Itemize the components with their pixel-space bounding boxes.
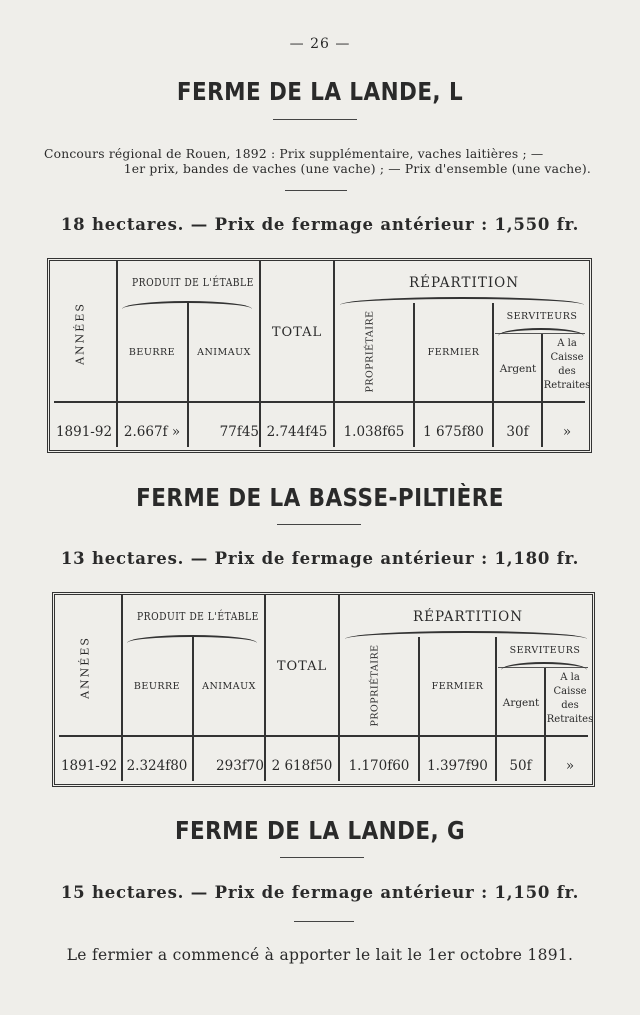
col-proprietaire: PROPRIÉTAIRE — [364, 310, 376, 393]
col-animaux: ANIMAUX — [197, 347, 251, 358]
cell-argent: 30f — [506, 424, 529, 440]
competition-note — [44, 147, 599, 177]
col-beurre: BEURRE — [133, 681, 181, 692]
note-rule — [285, 190, 347, 191]
final-note: Le fermier a commencé à apporter le lait le 1er octobre 1891. — [66, 946, 574, 964]
cell-fermier: 1.397f90 — [427, 758, 488, 774]
title-rule — [280, 857, 364, 858]
cell-argent: 50f — [509, 758, 532, 774]
farm-table-2 — [52, 592, 595, 787]
cell-caisse: » — [565, 758, 575, 774]
cell-animaux: 77f45 — [219, 424, 259, 440]
col-argent: Argent — [502, 697, 540, 709]
col-argent: Argent — [499, 363, 537, 375]
hectares-rule — [294, 921, 354, 922]
note-line-1: Concours régional de Rouen, 1892 : Prix supplémentaire, vaches laitières ; — — [44, 147, 544, 161]
col-annees: ANNÉES — [78, 636, 92, 699]
farm-title-basse-piltiere: FERME DE LA BASSE-PILTIÈRE — [136, 483, 504, 512]
col-repartition: RÉPARTITION — [408, 275, 520, 291]
title-rule — [277, 524, 361, 525]
farm-hectares-line: 18 hectares. — Prix de fermage antérieur : 1,550 fr. — [60, 215, 580, 234]
cell-annee: 1891-92 — [60, 758, 118, 774]
col-total: TOTAL — [276, 659, 328, 674]
farm-hectares-line: 15 hectares. — Prix de fermage antérieur : 1,150 fr. — [60, 883, 580, 902]
note-line-2: 1er prix, bandes de vaches (une vache) ; — Prix d'ensemble (une vache). — [123, 162, 591, 176]
col-animaux: ANIMAUX — [202, 681, 256, 692]
cell-annee: 1891-92 — [55, 424, 113, 440]
col-total: TOTAL — [271, 325, 323, 340]
col-proprietaire: PROPRIÉTAIRE — [369, 644, 381, 727]
col-caisse: A la Caisse des Retraites — [543, 338, 591, 391]
title-rule — [273, 119, 357, 120]
col-caisse: A la Caisse des Retraites — [546, 672, 594, 725]
col-beurre: BEURRE — [128, 347, 176, 358]
cell-animaux: 293f70 — [216, 758, 264, 774]
col-fermier: FERMIER — [431, 681, 484, 692]
farm-title-lande-g: FERME DE LA LANDE, G — [174, 816, 466, 845]
cell-proprietaire: 1.170f60 — [348, 758, 410, 774]
col-serviteurs: SERVITEURS — [506, 311, 578, 322]
cell-total: 2.744f45 — [266, 424, 328, 440]
col-annees: ANNÉES — [73, 302, 87, 365]
cell-fermier: 1 675f80 — [423, 424, 484, 440]
cell-total: 2 618f50 — [271, 758, 333, 774]
cell-proprietaire: 1.038f65 — [343, 424, 405, 440]
col-fermier: FERMIER — [427, 347, 480, 358]
farm-hectares-line: 13 hectares. — Prix de fermage antérieur : 1,180 fr. — [60, 549, 580, 568]
farm-table-1 — [47, 258, 592, 453]
farm-title-lande-l: FERME DE LA LANDE, L — [176, 77, 464, 106]
col-produit: PRODUIT DE L'ÉTABLE — [132, 275, 254, 289]
col-serviteurs: SERVITEURS — [509, 645, 581, 656]
page-number: — 26 — — [289, 36, 351, 52]
cell-caisse: » — [562, 424, 572, 440]
col-repartition: RÉPARTITION — [412, 609, 524, 625]
col-produit: PRODUIT DE L'ÉTABLE — [137, 609, 259, 623]
cell-beurre: 2.324f80 — [126, 758, 188, 774]
cell-beurre: 2.667f » — [123, 424, 181, 440]
